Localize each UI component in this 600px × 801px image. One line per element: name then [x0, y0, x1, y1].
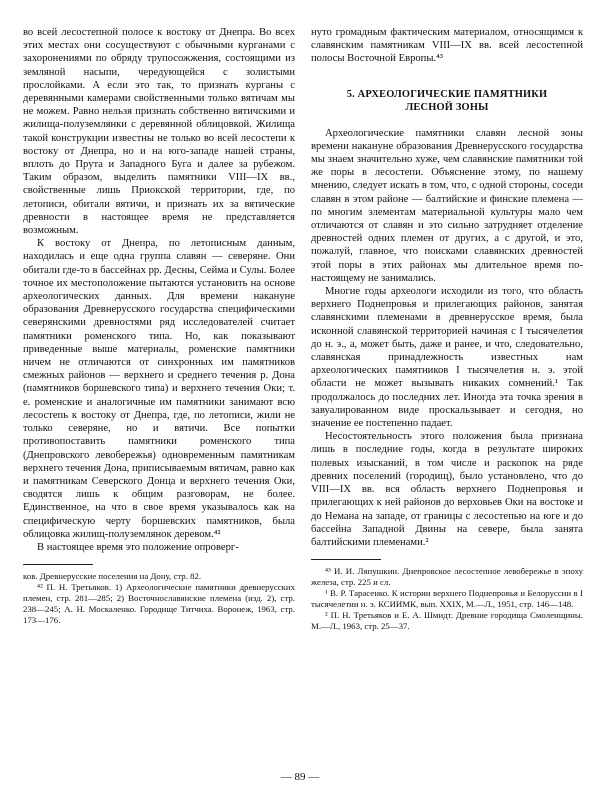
left-footnote-42: ⁴² П. Н. Третьяков. 1) Археологические памятники древнерусских племен, стр. 281—285; 2) Восточнославянские племена (изд. 2), стр. 238—245; А. Н. Москаленко. Городище Титчиха. Воронеж, 1963, стр. 173—176. — [23, 582, 295, 626]
footnote-divider-left — [23, 564, 93, 565]
right-paragraph-3: Несостоятельность этого положения была признана лишь в последние годы, когда в результате широких полевых изысканий, в том числе и раскопок на ряде древних поселений (городищ), было установлено, что до VIII—IX вв. вся область верхнего Поднепровья и прилегающих к ней районов до верховьев Оки на востоке и до Немана на западе, от границы с лесостепью на юге и до бассейна Западной Двины на севере, была занята балтийскими племенами.² — [311, 431, 583, 548]
left-footnotes — [23, 571, 295, 626]
right-paragraph-2: Многие годы археологи исходили из того, что область верхнего Поднепровья и прилегающих районов, занятая славянскими племенами в древнерусское время, была исконной славянской территорией начиная с I тысячелетия до н. э., а, может быть, даже и ранее, и что, следовательно, славянская принадлежность известных нам археологических памятников I тысячелетия н. э. этой области не может вызывать никаких сомнений.¹ Так продолжалось до последних лет. Иногда эта точка зрения в завуалированном виде проскальзывает и сегодня, но значение ее постепенно падает. — [311, 286, 583, 430]
left-paragraph-3: В настоящее время это положение опроверг- — [37, 541, 239, 553]
right-footnote-2: ² П. Н. Третьяков и Е. А. Шмидт. Древние городища Смоленщины. М.—Л., 1963, стр. 25—37. — [311, 610, 583, 632]
right-intro-paragraph: нуто громадным фактическим материалом, относящимся к славянским памятникам VIII—IX вв. всей лесостепной полосы Восточной Европы.⁴³ — [311, 27, 583, 65]
right-footnotes — [311, 566, 583, 632]
left-footnote-1: ков. Древнерусские поселения на Дону, стр. 82. — [23, 571, 202, 582]
page-number: — 89 — — [280, 771, 320, 783]
right-footnote-1: ¹ В. Р. Тарасенко. К истории верхнего Поднепровья и Белоруссии в I тысячелетии н. э. КСИИМК, вып. XXIX, М.—Л., 1951, стр. 146—148. — [311, 588, 583, 610]
left-paragraph-1: во всей лесостепной полосе к востоку от Днепра. Во всех этих местах они сосуществуют с обычными курганами с захоронениями по обряду трупосожжения, состоящими из земляной насыпи, чередующейся с золистыми прослойками. А если это так, то признать курганы с деревянными камерами свойственными только вятичам мы не можем. Равно нельзя признать собственно вятичскими и жилища-полуземлянки с деревянной облицовкой. Жилища такой конструкции известны не только во всей лесостепи к востоку от Днепра, но и на юго-западе нашей страны, вплоть до Прута и Западного Буга и далее за рубежом. Таким образом, выделить памятники VIII—IX вв., свойственные лишь Приокской территории, где, по летописи, обитали вятичи, и признать их за вятические древности в настоящее время не представляется возможным. — [23, 27, 295, 237]
footnote-divider-right — [311, 559, 381, 560]
left-paragraph-2: К востоку от Днепра, по летописным данным, находилась и еще одна группа славян — северяне. Они обитали где-то в бассейнах рр. Десны, Сейма и Сулы. Более точное их местоположение пытаются установить на основе археологических данных. Для времени накануне образования Древнерусского государства специфическими северянскими древностями ряд исследователей считает памятники роменского типа. Но, как показывают приведенные выше материалы, роменские памятники ничем не отличаются от синхронных им памятников смежных районов — верхнего и среднего течения р. Дона (памятников боршевского типа) и верхнего течения Оки; т. е. роменские и аналогичные им памятники занимают всю лесостепь к востоку от Днепра, где, по летописи, жили не только северяне, но и вятичи. Все попытки противопоставить памятники роменского типа (Днепровского левобережья) одновременным памятникам верхнего течения Дона, приписываемым вятичам, равно как и памятникам Северского Донца и верхнего течения Оки, сводятся лишь к общим разговорам, не более. Единственное, на что в свое время указывалось как на специфическую черту боршевских памятников, была облицовка жилищ-полуземлянок деревом.⁴² — [23, 238, 295, 540]
section-heading: 5. АРХЕОЛОГИЧЕСКИЕ ПАМЯТНИКИ ЛЕСНОЙ ЗОНЫ — [346, 88, 548, 113]
right-paragraph-1: Археологические памятники славян лесной зоны времени накануне образования Древнерусского государства мы знаем значительно хуже, чем славянские памятники той же поры в лесостепи. Объяснение этому, по нашему мнению, следует искать в том, что, с одной стороны, соседи славян в этом районе — балтийские и финские племена — по многим элементам материальной культуры мало чем отличаются от славян и это сильно затрудняет отделение древностей одних племен от других, а с другой, и это, пожалуй, главное, что поисками славянских древностей этой поры в этих районах мы длительное время по-настоящему не занимались. — [311, 127, 583, 284]
right-footnote-43: ⁴³ И. И. Ляпушкин. Днепровское лесостепное левобережье в эпоху железа, стр. 225 и сл. — [311, 566, 583, 588]
right-column — [311, 26, 583, 632]
left-column — [23, 26, 295, 626]
